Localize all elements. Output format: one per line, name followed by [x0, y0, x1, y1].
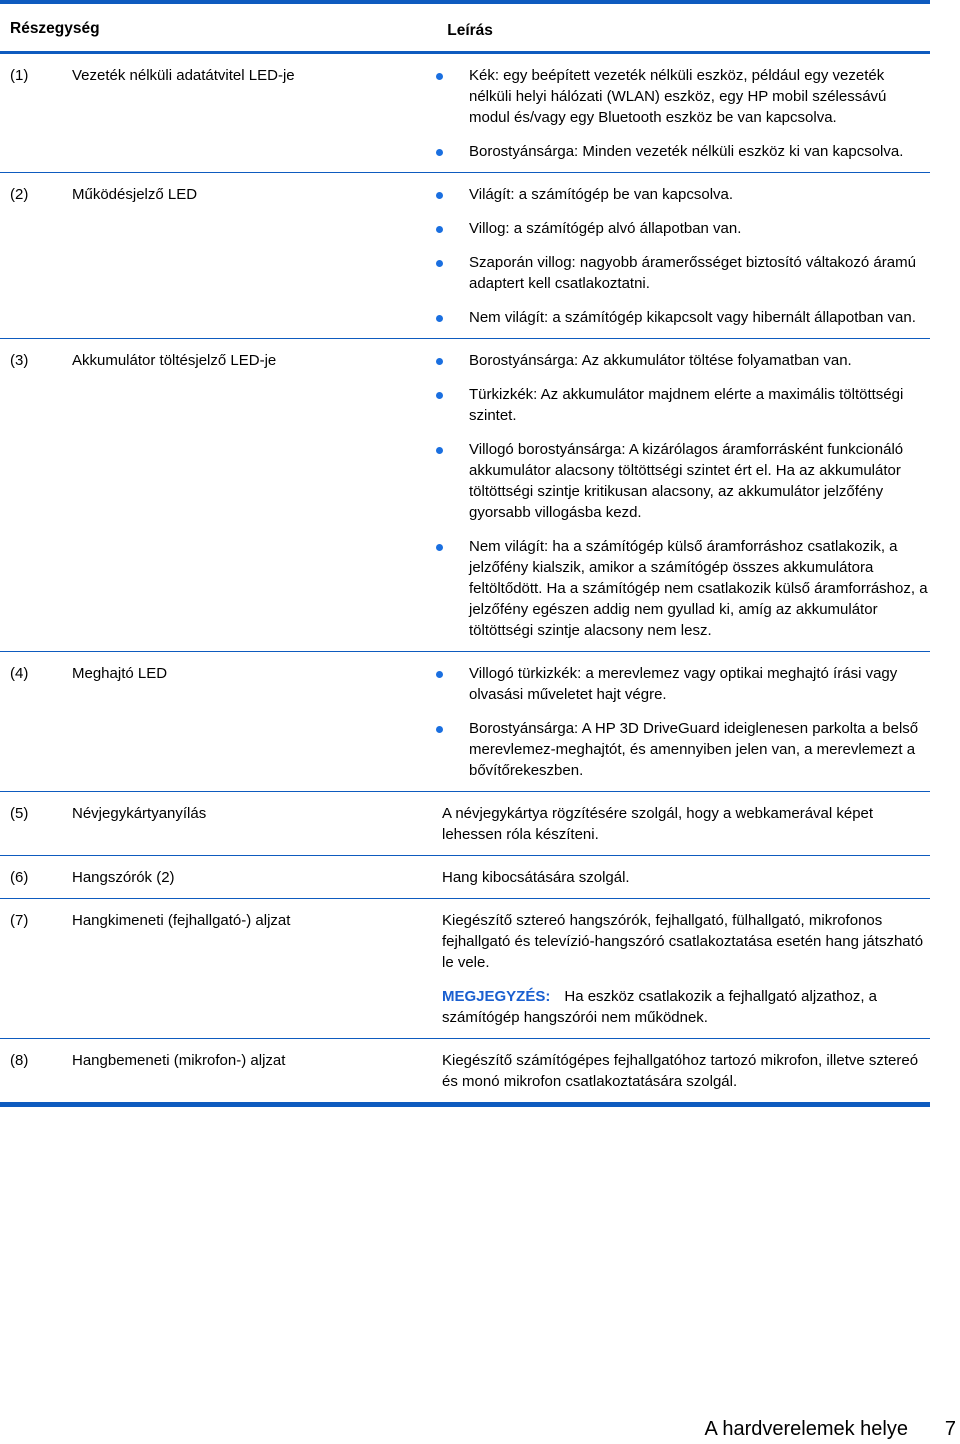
row-number: (8): [10, 1052, 29, 1069]
note-label: MEGJEGYZÉS:: [442, 988, 551, 1005]
list-item: Villogó türkizkék: a merevlemez vagy optikai meghajtó írási vagy olvasási műveletet hajt végre.: [432, 663, 930, 705]
row-description: [442, 663, 930, 781]
table-row: [0, 173, 930, 339]
note-text: Ha eszköz csatlakozik a fejhallgató aljzathoz, a számítógép hangszórói nem működnek.: [442, 988, 878, 1026]
row-description: A névjegykártya rögzítésére szolgál, hogy a webkamerával képet lehessen róla készíteni.: [442, 805, 874, 843]
list-item: Türkizkék: Az akkumulátor majdnem elérte a maximális töltöttségi szintet.: [432, 384, 930, 426]
table-row: [0, 856, 930, 899]
description-text: Kiegészítő sztereó hangszórók, fejhallgató, fülhallgató, mikrofonos fejhallgató és televízió-hangszóró csatlakoztatása esetén hang játszható le vele.: [442, 912, 924, 971]
row-component: Meghajtó LED: [72, 665, 168, 682]
bullet-icon: [436, 192, 443, 199]
list-item: Borostyánsárga: Az akkumulátor töltése folyamatban van.: [432, 350, 930, 371]
table-header: [0, 4, 930, 51]
row-component: Működésjelző LED: [72, 186, 198, 203]
note: [442, 986, 930, 1028]
row-component: Vezeték nélküli adatátvitel LED-je: [72, 67, 295, 84]
table-row: [0, 1039, 930, 1102]
row-component: Akkumulátor töltésjelző LED-je: [72, 352, 277, 369]
row-number: (1): [10, 67, 29, 84]
row-number: (7): [10, 912, 29, 929]
row-number: (2): [10, 186, 29, 203]
list-item: Borostyánsárga: Minden vezeték nélküli eszköz ki van kapcsolva.: [432, 141, 930, 162]
bottom-rule: [0, 1102, 930, 1107]
list-item: Villog: a számítógép alvó állapotban van.: [432, 218, 930, 239]
bullet-icon: [436, 73, 443, 80]
row-description: [442, 350, 930, 641]
row-number: (3): [10, 352, 29, 369]
row-component: Hangkimeneti (fejhallgató-) aljzat: [72, 912, 291, 929]
table-row: [0, 652, 930, 792]
header-component: Részegység: [10, 20, 100, 37]
row-description: [442, 65, 930, 162]
bullet-icon: [436, 544, 443, 551]
list-item: Villogó borostyánsárga: A kizárólagos áramforrásként funkcionáló akkumulátor alacsony töltöttségi szintet ért el. Ha az akkumulátor töltöttségi szintje kritikusan alacsony, az akkumulátor jelzőfény gyorsabb villogásba kezd.: [432, 439, 930, 523]
list-item: Nem világít: a számítógép kikapcsolt vagy hibernált állapotban van.: [432, 307, 930, 328]
table-row: [0, 899, 930, 1039]
table-row: [0, 792, 930, 856]
table-row: [0, 54, 930, 173]
row-number: (6): [10, 869, 29, 886]
bullet-icon: [436, 726, 443, 733]
bullet-icon: [436, 260, 443, 267]
list-item: Borostyánsárga: A HP 3D DriveGuard ideiglenesen parkolta a belső merevlemez-meghajtót, és amennyiben jelen van, a merevlemezt a bővítőrekeszben.: [432, 718, 930, 781]
header-description: Leírás: [447, 22, 493, 39]
bullet-icon: [436, 315, 443, 322]
page-number: 7: [944, 1418, 956, 1440]
footer-title: A hardverelemek helye: [704, 1418, 908, 1440]
table-row: [0, 339, 930, 652]
row-component: Hangbemeneti (mikrofon-) aljzat: [72, 1052, 286, 1069]
row-description: [442, 184, 930, 328]
row-description: [442, 910, 930, 1028]
bullet-icon: [436, 226, 443, 233]
list-item: Kék: egy beépített vezeték nélküli eszköz, például egy vezeték nélküli helyi hálózati (WLAN) eszköz, egy HP mobil szélessávú modul és/vagy egy Bluetooth eszköz be van kapcsolva.: [432, 65, 930, 128]
list-item: Szaporán villog: nagyobb áramerősséget biztosító váltakozó áramú adaptert kell csatlakoztatni.: [432, 252, 930, 294]
bullet-icon: [436, 392, 443, 399]
bullet-icon: [436, 149, 443, 156]
bullet-icon: [436, 447, 443, 454]
bullet-icon: [436, 671, 443, 678]
row-component: Névjegykártyanyílás: [72, 805, 207, 822]
list-item: Világít: a számítógép be van kapcsolva.: [432, 184, 930, 205]
row-number: (5): [10, 805, 29, 822]
row-description: Hang kibocsátására szolgál.: [442, 869, 630, 886]
row-component: Hangszórók (2): [72, 869, 175, 886]
row-number: (4): [10, 665, 29, 682]
row-description: Kiegészítő számítógépes fejhallgatóhoz tartozó mikrofon, illetve sztereó és monó mikrofon csatlakoztatására szolgál.: [442, 1052, 919, 1090]
bullet-icon: [436, 358, 443, 365]
list-item: Nem világít: ha a számítógép külső áramforráshoz csatlakozik, a jelzőfény kialszik, amikor a számítógép összes akkumulátora feltöltődött. Ha a számítógép nem csatlakozik külső áramforráshoz, a jelzőfény egészen addig nem gyullad ki, amíg az akkumulátor töltöttségi szintje alacsony nem lesz.: [432, 536, 930, 641]
